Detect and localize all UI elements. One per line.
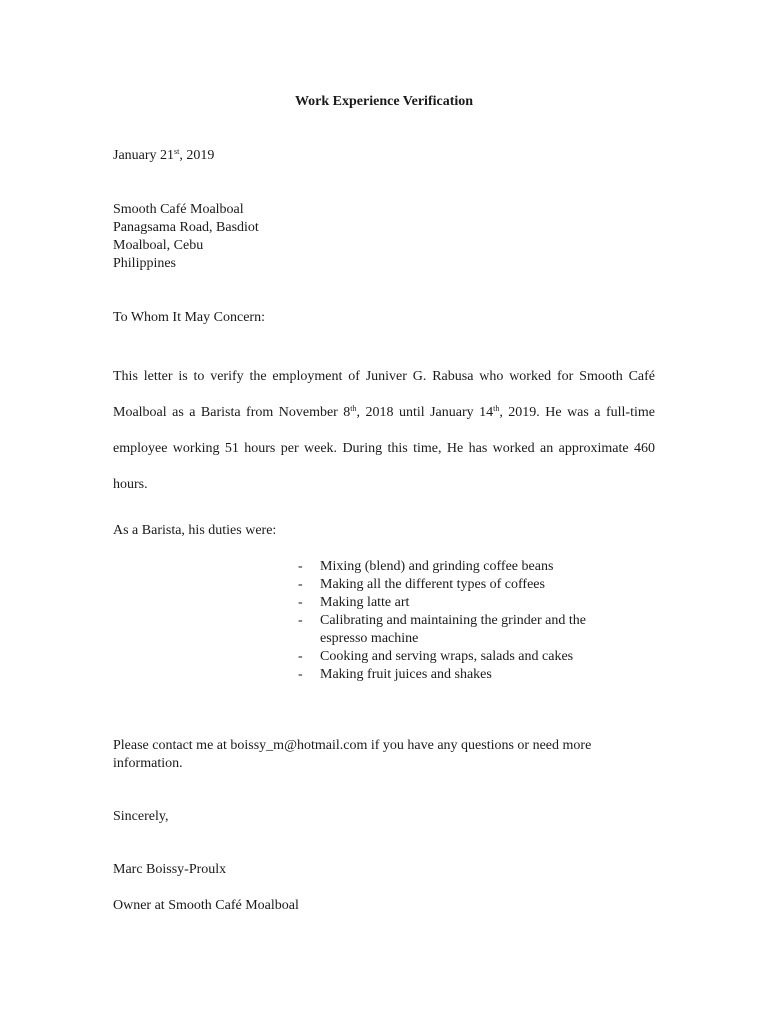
document-title: Work Experience Verification [294,94,474,109]
list-item: - Making all the different types of coffees [296,576,626,594]
body-text-2: , 2018 until January 14 [356,405,494,420]
body-text-3: , 2019. He was a full-time employee working 51 hours per week. During this time, He has worked an approximate 460 hours. [113,405,655,492]
date-year: , 2019 [179,148,215,163]
list-item: - Cooking and serving wraps, salads and cakes [296,648,626,666]
list-item: - Making latte art [296,594,626,612]
address-line: Moalboal, Cebu [113,238,204,253]
body-paragraph [113,359,655,503]
date-suffix: st [174,147,180,156]
closing: Sincerely, [113,809,169,824]
body-sup-1: th [350,404,357,413]
date-month-day: January 21 [113,148,175,163]
list-item: - Calibrating and maintaining the grinder and the espresso machine [296,612,626,648]
signer-name: Marc Boissy-Proulx [113,862,227,877]
list-item: - Mixing (blend) and grinding coffee beans [296,558,626,576]
contact-paragraph: Please contact me at boissy_m@hotmail.com if you have any questions or need more information. [113,738,592,771]
salutation: To Whom It May Concern: [113,310,265,325]
address-line: Panagsama Road, Basdiot [113,220,259,235]
body-text-1: This letter is to verify the employment of Juniver G. Rabusa who worked for Smooth Café Moalboal as a Barista from November 8 [113,369,655,420]
address-line: Smooth Café Moalboal [113,202,244,217]
body-sup-2: th [493,404,500,413]
address-line: Philippines [113,256,177,271]
list-item: - Making fruit juices and shakes [296,666,626,684]
duties-intro: As a Barista, his duties were: [113,523,277,538]
duties-list [296,558,626,684]
address-block [113,201,655,273]
signer-role: Owner at Smooth Café Moalboal [113,898,299,913]
letter-date [113,147,655,165]
